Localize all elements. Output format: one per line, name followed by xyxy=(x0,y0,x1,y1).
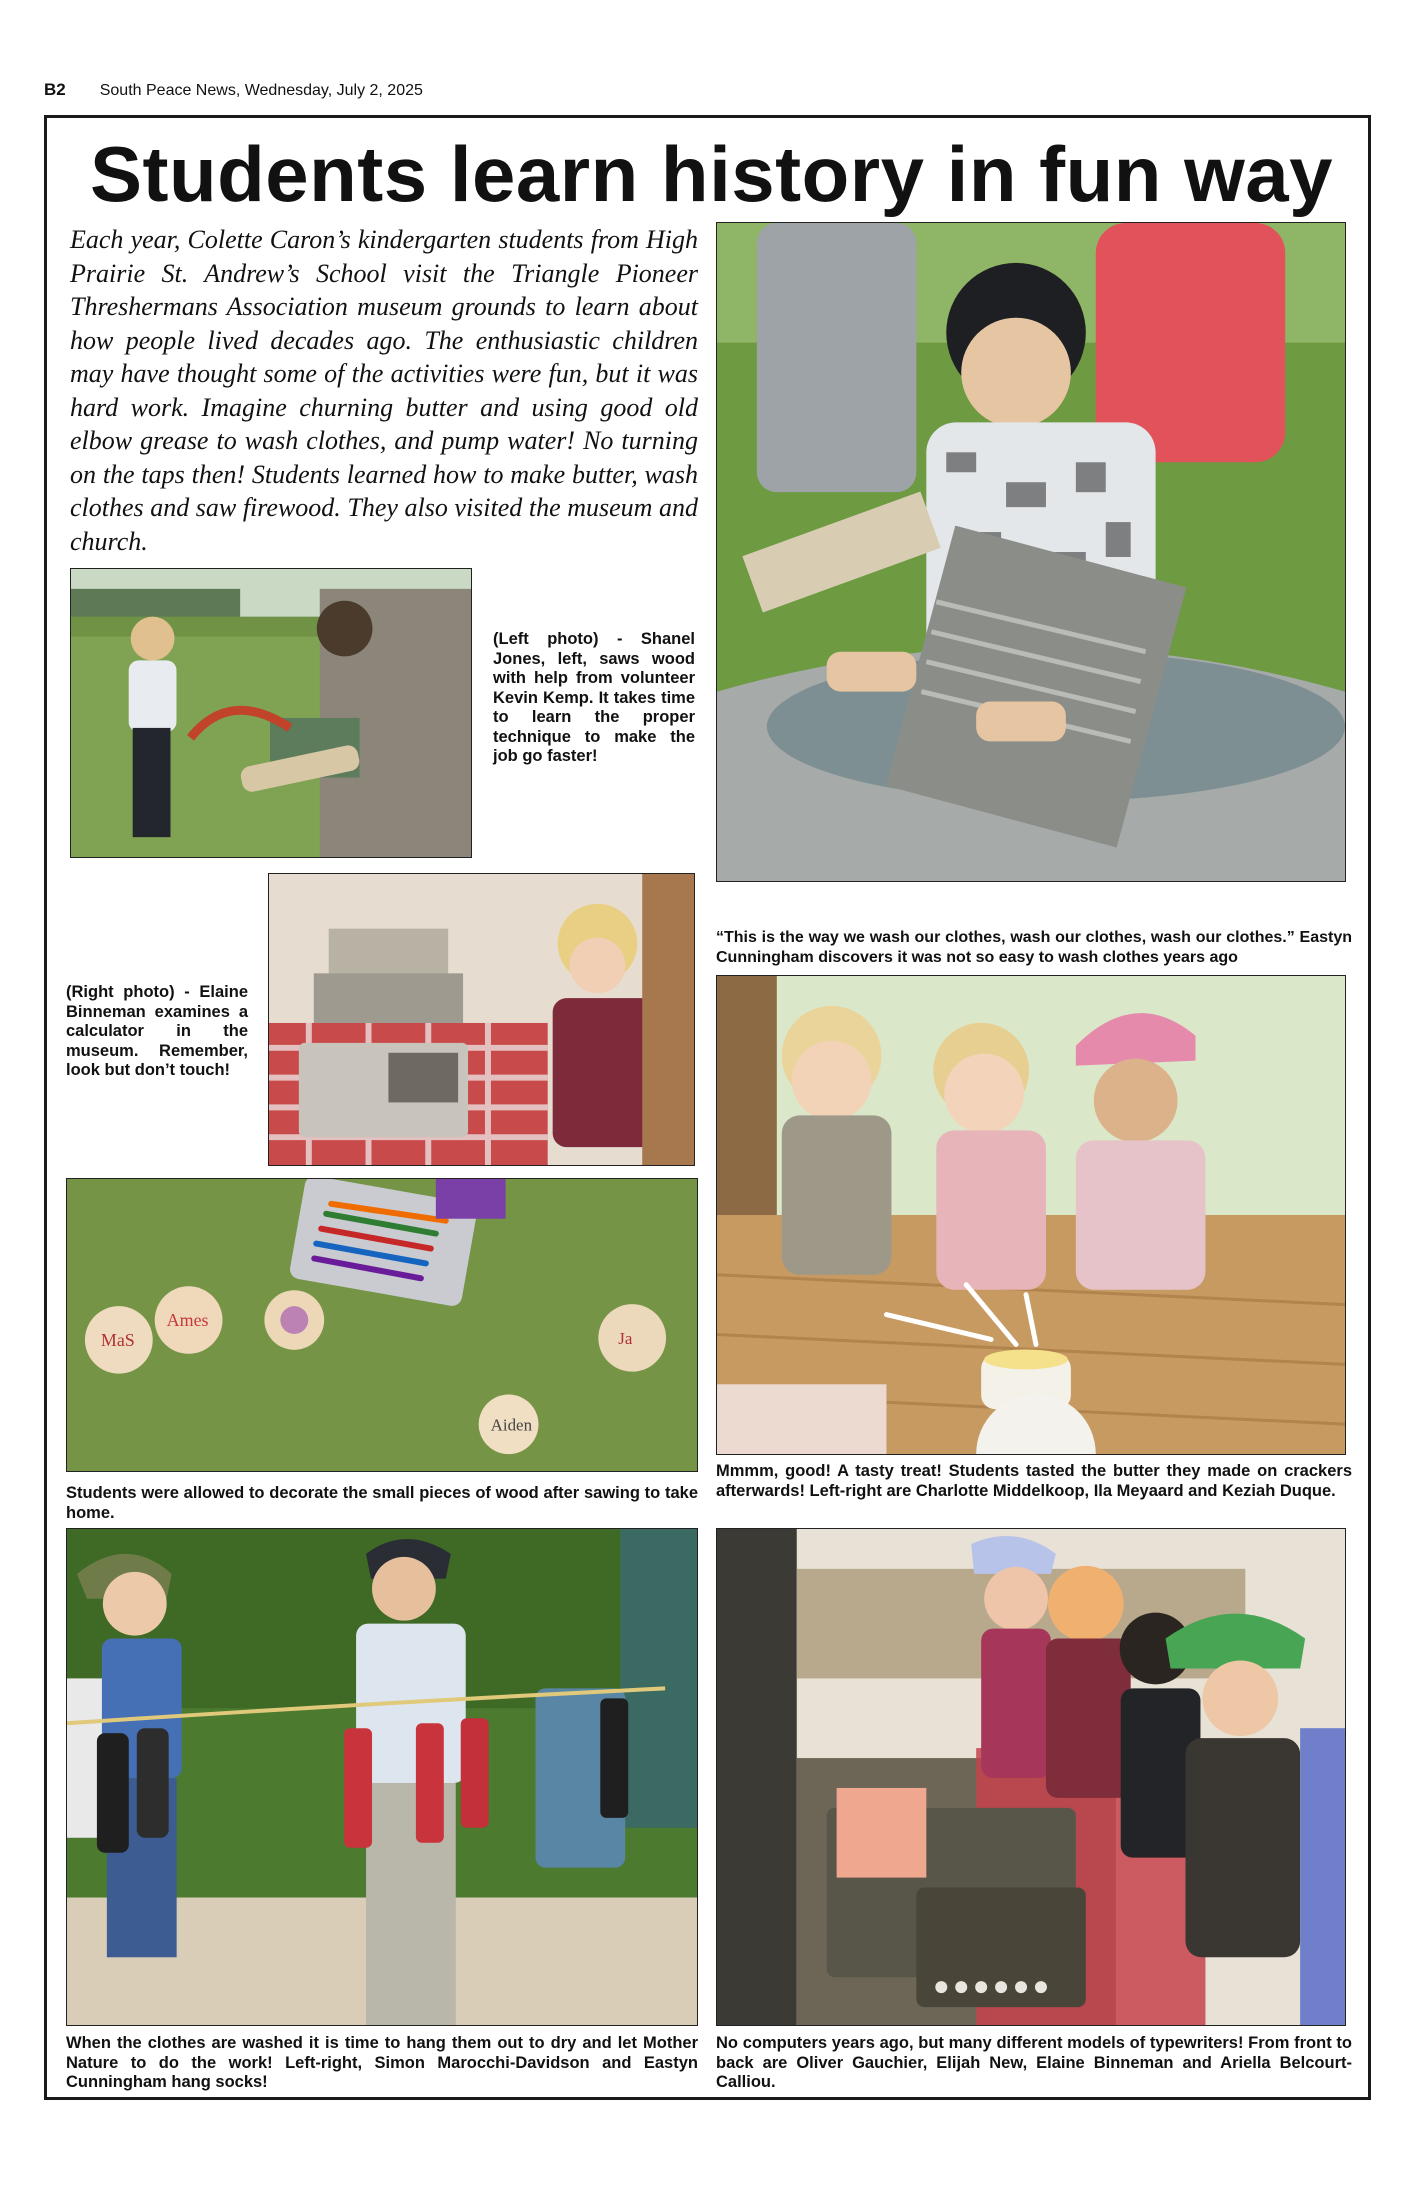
page-folio xyxy=(44,80,423,100)
caption-typewriters: No computers years ago, but many different models of typewriters! From front to back are Oliver Gauchier, Elijah New, Elaine Binneman and Ariella Belcourt-Calliou. xyxy=(716,2034,1352,2091)
caption-washing-clothes: “This is the way we wash our clothes, wash our clothes, wash our clothes.” Eastyn Cunningham discovers it was not so easy to wash clothes years ago xyxy=(716,929,1352,966)
wood-name-3: Aiden xyxy=(490,1415,533,1435)
caption-butter-tasting: Mmmm, good! A tasty treat! Students tasted the butter they made on crackers afterwards! Left-right are Charlotte Middelkoop, Ila Meyaard and Keziah Duque. xyxy=(716,1462,1352,1500)
caption-hanging-socks: When the clothes are washed it is time to hang them out to dry and let Mother Nature to do the work! Left-right, Simon Marocchi-Davidson and Eastyn Cunningham hang socks! xyxy=(66,2034,698,2091)
photo-decorated-wood xyxy=(66,1178,698,1472)
wood-name-1: MaS xyxy=(100,1329,135,1350)
caption-calculator: (Right photo) - Elaine Binneman examines a calculator in the museum. Remember, look but don’t touch! xyxy=(66,983,248,1079)
dateline: South Peace News, Wednesday, July 2, 2025 xyxy=(99,82,423,99)
photo-washing-clothes xyxy=(716,222,1346,882)
photo-hanging-socks xyxy=(66,1528,698,2026)
wood-name-2: Ames xyxy=(166,1310,209,1330)
caption-sawing-wood: (Left photo) - Shanel Jones, left, saws wood with help from volunteer Kevin Kemp. It takes time to learn the proper technique to make the job go faster! xyxy=(493,630,695,765)
photo-typewriters xyxy=(716,1528,1346,2026)
caption-decorated-wood: Students were allowed to decorate the small pieces of wood after sawing to take home. xyxy=(66,1484,698,1522)
photo-butter-tasting xyxy=(716,975,1346,1455)
photo-calculator xyxy=(268,873,695,1166)
photo-sawing-wood xyxy=(70,568,472,858)
intro-paragraph: Each year, Colette Caron’s kindergarten students from High Prairie St. Andrew’s School visit the Triangle Pioneer Threshermans Association museum grounds to learn about how people lived decades ago. The enthusiastic children may have thought some of the activities were fun, but it was hard work. Imagine churning butter and using good old elbow grease to wash clothes, and pump water! No turning on the taps then! Students learned how to make butter, wash clothes and saw firewood. They also visited the museum and church. xyxy=(70,225,698,556)
headline: Students learn history in fun way xyxy=(89,130,1334,218)
page-number: B2 xyxy=(44,80,66,99)
wood-name-4: Ja xyxy=(618,1328,633,1348)
